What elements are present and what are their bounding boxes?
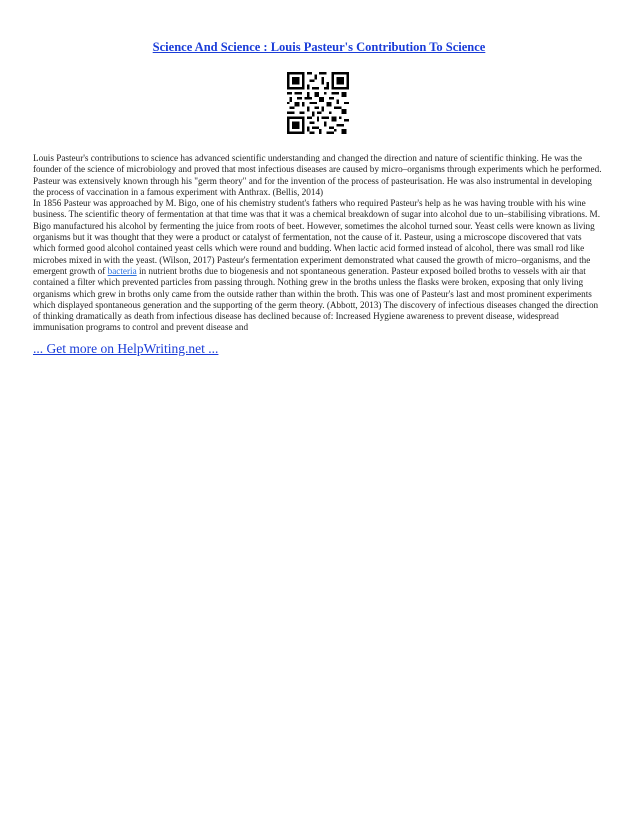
page-title[interactable]: Science And Science : Louis Pasteur's Contribution To Science — [152, 40, 486, 54]
article-body — [33, 153, 605, 334]
paragraph-2 — [33, 198, 605, 334]
paragraph-2-text-b: in nutrient broths due to biogenesis and not spontaneous generation. Pasteur exposed boiled broths to vessels with air that contained a filter which prevented particles from passing through. Nothing grew in the broths unless the flasks were broken, exposing that only living organisms which grew in broths only came from the outside rather than within the broth. This was one of Pasteur's last and most prominent experiments which displayed spontaneous generation and the supporting of the germ theory. (Abbott, 2013) The discovery of infectious diseases changed the direction of thinking dramatically as death from infectious disease has declined because of: Increased Hygiene awareness to prevent disease, widespread immunisation programs to control and prevent disease and — [33, 265, 599, 333]
bacteria-link[interactable]: bacteria — [107, 265, 137, 276]
paragraph-1: Louis Pasteur's contributions to science has advanced scientific understanding and changed the direction and nature of scientific thinking. He was the founder of the science of microbiology and proved that most infectious diseases are caused by micro–organisms through experiments which he performed. Pasteur was extensively known through his "germ theory" and for the invention of the process of pasteurisation. He was also instrumental in developing the process of vaccination in a famous experiment with Anthrax. (Bellis, 2014) — [33, 153, 602, 197]
get-more-link[interactable]: ... Get more on HelpWriting.net ... — [33, 341, 219, 356]
qr-code — [287, 72, 349, 134]
paragraph-2-text-a: In 1856 Pasteur was approached by M. Bigo, one of his chemistry student's fathers who required Pasteur's help as he was having trouble with his wine business. The scientific theory of fermentation at that time was that it was a chemical breakdown of sugar into alcohol due to un–stabilising vibrations. M. Bigo manufactured his alcohol by fermenting the juice from roots of beet. However, sometimes the alcohol turned sour. Yeast cells were known as living organisms but it was thought that they were a product or catalyst of fermentation, not the cause of it. Pasteur, using a microscope discovered that vats which formed good alcohol contained yeast cells which were round and budding. When lactic acid formed instead of alcohol, there was small rod like microbes mixed in with the yeast. (Wilson, 2017) Pasteur's fermentation experiment demonstrated what caused the growth of micro–organisms, and the emergent growth of — [33, 198, 601, 276]
